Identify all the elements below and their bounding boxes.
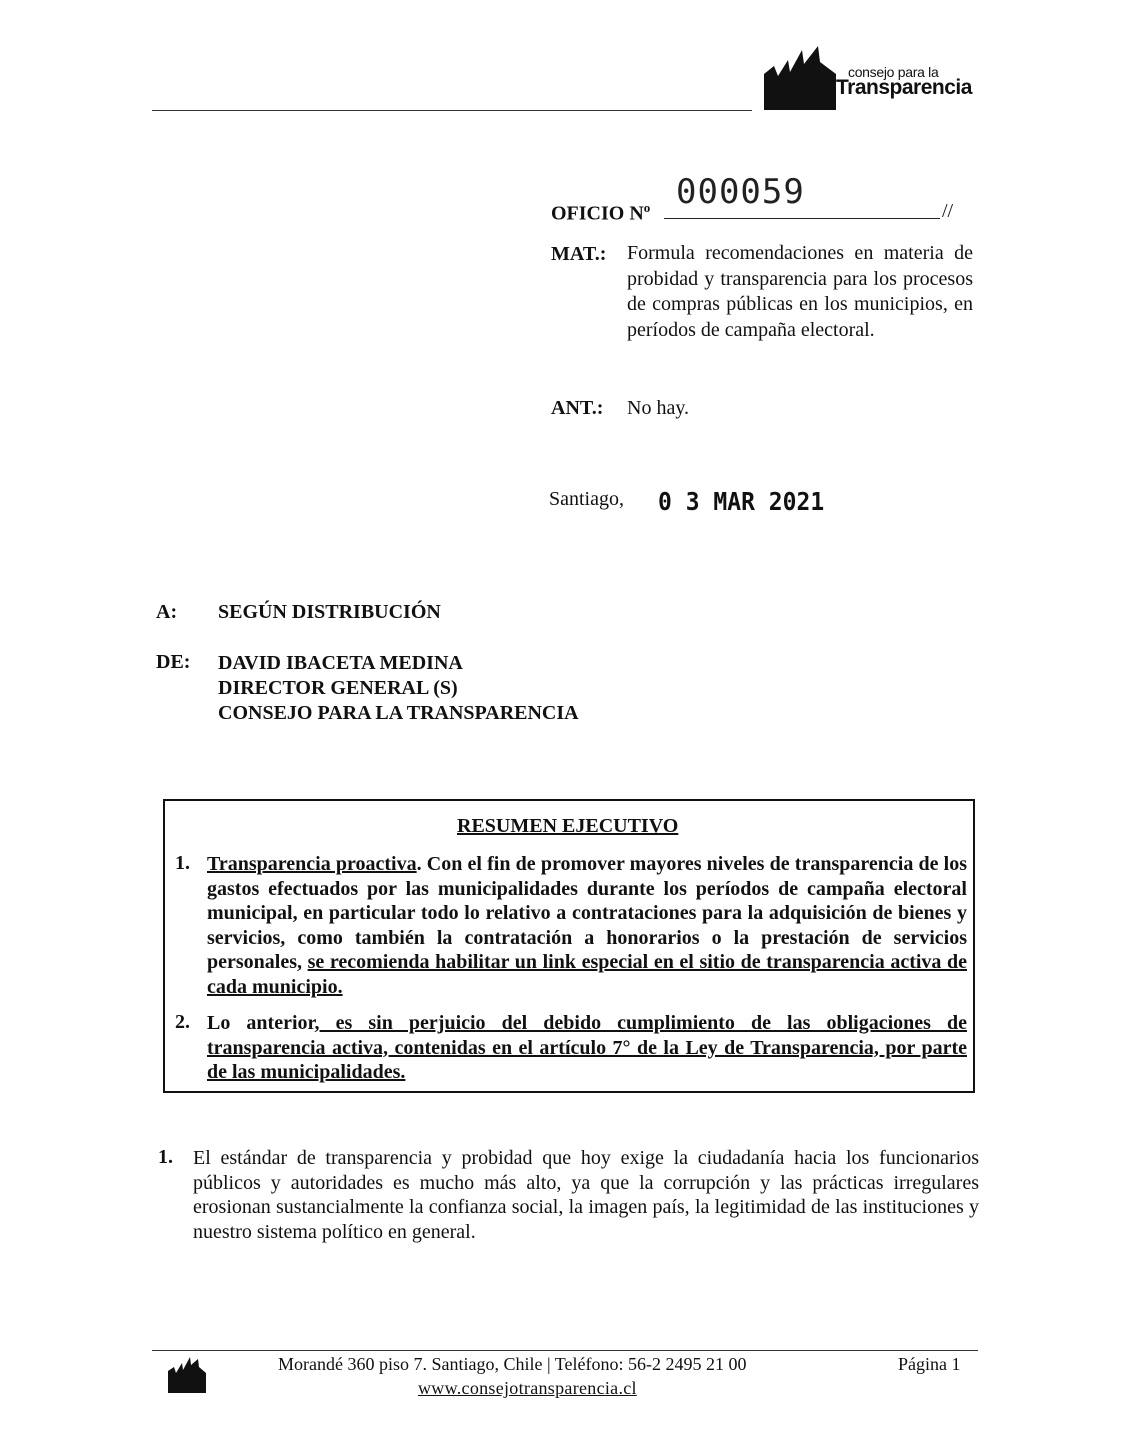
from-organization: CONSEJO PARA LA TRANSPARENCIA — [218, 702, 579, 724]
summary-item-number: 2. — [175, 1011, 190, 1033]
oficio-label — [551, 200, 650, 226]
to-text: SEGÚN DISTRIBUCIÓN — [218, 601, 441, 623]
mat-text: Formula recomendaciones en materia de probidad y transparencia para los procesos de compras públicas en los municipios, en períodos de campaña electoral. — [627, 242, 973, 341]
summary-item — [207, 1011, 967, 1085]
logo-mark-icon — [764, 44, 844, 114]
summary-item-lead: Transparencia proactiva — [207, 853, 417, 875]
oficio-number: 000059 — [676, 172, 805, 212]
ant-text: No hay. — [627, 397, 690, 419]
consejo-logo — [764, 44, 984, 114]
oficio-underline — [664, 218, 940, 219]
oficio-label-sup: o — [643, 200, 651, 215]
from-name: DAVID IBACETA MEDINA — [218, 652, 463, 674]
header-divider — [152, 110, 752, 111]
footer-divider — [152, 1350, 978, 1351]
oficio-slashes: // — [942, 200, 954, 222]
summary-item-emphasis: se recomienda habilitar un link especial en el sitio de transparencia activa de cada municipio. — [207, 951, 968, 998]
date-place: Santiago, — [549, 488, 624, 510]
page-number: Página 1 — [898, 1354, 961, 1374]
summary-item-text: . Con el fin de promover mayores niveles de transparencia de los gastos efectuados por las municipalidades durante los períodos de campaña electoral municipal, en particular todo lo relativo a contrataciones para la adquisición de bienes y servicios, como también la contratación a honorarios o la prestación de servicios personales, — [207, 853, 967, 973]
from-block — [218, 651, 579, 726]
logo-wordmark: Transparencia — [836, 76, 972, 99]
oficio-label-text: OFICIO N — [551, 202, 644, 225]
logo-tagline: consejo para la — [848, 64, 939, 80]
website-link[interactable]: www.consejotransparencia.cl — [418, 1378, 637, 1398]
from-label: DE: — [156, 651, 191, 673]
mat-label: MAT.: — [551, 243, 607, 265]
from-title: DIRECTOR GENERAL (S) — [218, 677, 458, 699]
paragraph-number: 1. — [158, 1146, 173, 1168]
summary-item-number: 1. — [175, 852, 190, 874]
summary-item — [207, 852, 967, 999]
to-label: A: — [156, 601, 178, 623]
date-stamp: 0 3 MAR 2021 — [658, 487, 825, 516]
footer-address: Morandé 360 piso 7. Santiago, Chile | Teléfono: 56-2 2495 21 00 — [278, 1354, 747, 1374]
summary-item-lead: Lo anterior, — [207, 1012, 320, 1034]
summary-item-emphasis: es sin perjuicio del debido cumplimiento de las obligaciones de transparencia activa, contenidas en el artículo 7° de la Ley de Transparencia, por parte de las municipalidades. — [207, 1012, 968, 1083]
paragraph-text: El estándar de transparencia y probidad que hoy exige la ciudadanía hacia los funcionarios públicos y autoridades es mucho más alto, ya que la corrupción y las prácticas irregulares erosionan sustancialmente la confianza social, la imagen país, la legitimidad de las instituciones y nuestro sistema político en general. — [193, 1147, 979, 1243]
summary-title: RESUMEN EJECUTIVO — [457, 815, 679, 837]
footer-logo-icon — [168, 1355, 208, 1400]
ant-label: ANT.: — [551, 397, 604, 419]
